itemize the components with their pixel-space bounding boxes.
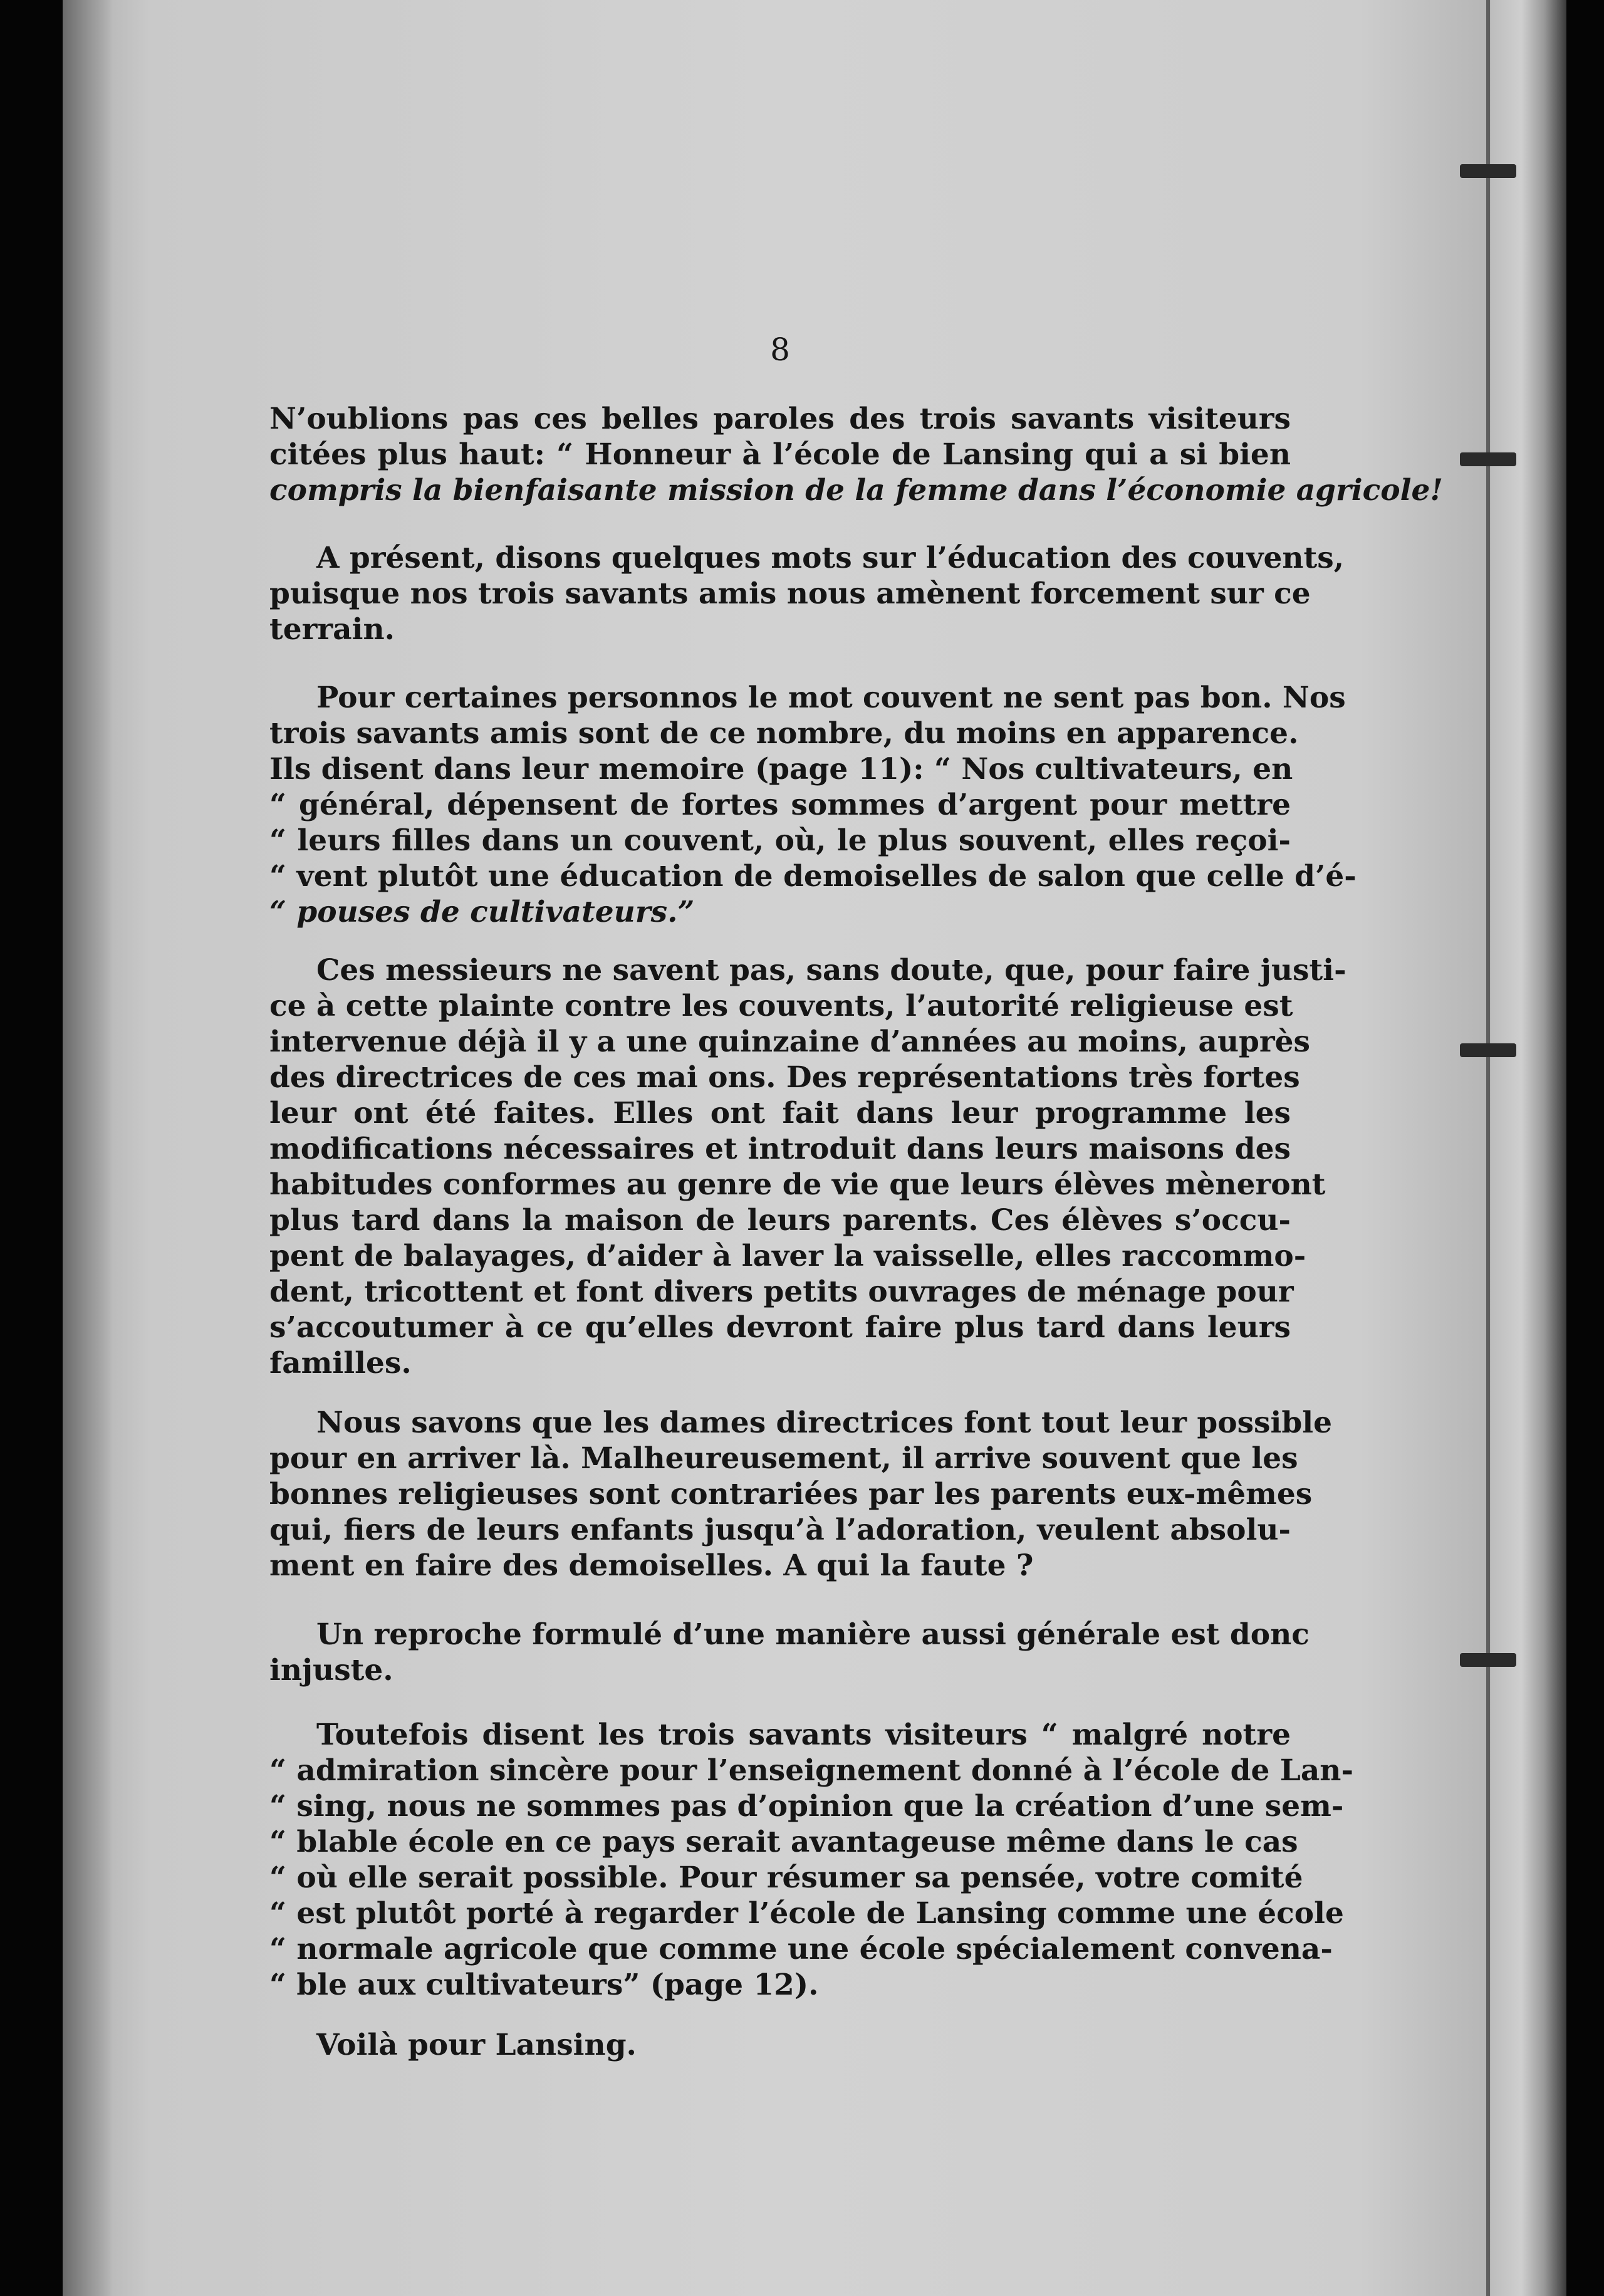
text-line: Pour certaines personnos le mot couvent ne sent pas bon. Nos bbox=[316, 681, 1346, 715]
text-line: A présent, disons quelques mots sur l’éducation des couvents, bbox=[316, 541, 1345, 575]
paragraph bbox=[269, 2027, 1291, 2063]
text-line: “ admiration sincère pour l’enseignement donné à l’école de Lan- bbox=[269, 1753, 1353, 1788]
text-line: habitudes conformes au genre de vie que leurs élèves mèneront bbox=[269, 1167, 1326, 1202]
text-line: intervenue déjà il y a une quinzaine d’années au moins, auprès bbox=[269, 1025, 1311, 1059]
text-line: “ où elle serait possible. Pour résumer sa pensée, votre comité bbox=[269, 1860, 1303, 1895]
text-line: “ sing, nous ne sommes pas d’opinion que la création d’une sem- bbox=[269, 1789, 1344, 1824]
page-number: 8 bbox=[770, 331, 790, 368]
paragraph bbox=[269, 1717, 1353, 2003]
text-line: injuste. bbox=[269, 1653, 393, 1688]
text-line: “ est plutôt porté à regarder l’école de Lansing comme une école bbox=[269, 1896, 1344, 1931]
text-line: Nous savons que les dames directrices font tout leur possible bbox=[316, 1406, 1332, 1440]
text-line: citées plus haut: “ Honneur à l’école de Lansing qui a si bien bbox=[269, 437, 1291, 472]
text-line: trois savants amis sont de ce nombre, du moins en apparence. bbox=[269, 716, 1299, 751]
text-line: plus tard dans la maison de leurs parents. Ces élèves s’occu- bbox=[269, 1203, 1291, 1238]
text-line: Toutefois disent les trois savants visiteurs “ malgré notre bbox=[316, 1718, 1291, 1752]
paragraph bbox=[269, 540, 1345, 647]
text-line: “ pouses de cultivateurs.” bbox=[269, 895, 695, 929]
text-line: N’oublions pas ces belles paroles des trois savants visiteurs bbox=[269, 402, 1291, 436]
text-line: “ blable école en ce pays serait avantageuse même dans le cas bbox=[269, 1825, 1298, 1859]
text-line: Ces messieurs ne savent pas, sans doute, que, pour faire justi- bbox=[316, 953, 1346, 988]
paragraph bbox=[269, 1405, 1332, 1584]
text-line: “ normale agricole que comme une école spécialement convena- bbox=[269, 1932, 1333, 1966]
paragraph bbox=[269, 952, 1346, 1381]
text-line: modifications nécessaires et introduit dans leurs maisons des bbox=[269, 1132, 1291, 1166]
text-line: “ général, dépensent de fortes sommes d’argent pour mettre bbox=[269, 788, 1291, 822]
text-line: Un reproche formulé d’une manière aussi générale est donc bbox=[316, 1617, 1310, 1652]
text-line: puisque nos trois savants amis nous amènent forcement sur ce bbox=[269, 577, 1311, 611]
text-line: “ vent plutôt une éducation de demoiselles de salon que celle d’é- bbox=[269, 859, 1357, 894]
text-line: pent de balayages, d’aider à laver la vaisselle, elles raccommo- bbox=[269, 1239, 1306, 1273]
paragraph bbox=[269, 401, 1444, 508]
text-line: qui, fiers de leurs enfants jusqu’à l’adoration, veulent absolu- bbox=[269, 1513, 1291, 1547]
paragraph bbox=[269, 680, 1357, 930]
text-line: leur ont été faites. Elles ont fait dans leur programme les bbox=[269, 1096, 1291, 1130]
binding-tab bbox=[1460, 452, 1516, 466]
text-line: compris la bienfaisante mission de la femme dans l’économie agricole! bbox=[269, 473, 1444, 508]
text-line: Ils disent dans leur memoire (page 11): “ Nos cultivateurs, en bbox=[269, 752, 1293, 786]
text-line: “ leurs filles dans un couvent, où, le plus souvent, elles reçoi- bbox=[269, 823, 1291, 858]
paragraph bbox=[269, 1617, 1310, 1688]
text-line: dent, tricottent et font divers petits ouvrages de ménage pour bbox=[269, 1275, 1294, 1309]
text-line: “ ble aux cultivateurs” (page 12). bbox=[269, 1968, 819, 2002]
text-line: familles. bbox=[269, 1346, 412, 1380]
text-line: s’accoutumer à ce qu’elles devront faire plus tard dans leurs bbox=[269, 1310, 1291, 1345]
text-line: bonnes religieuses sont contrariées par les parents eux-mêmes bbox=[269, 1477, 1313, 1511]
fold-line bbox=[1486, 0, 1490, 2296]
adjacent-page-strip bbox=[1491, 0, 1566, 2296]
binding-tab bbox=[1460, 164, 1516, 178]
binding-tab bbox=[1460, 1653, 1516, 1667]
binding-tab bbox=[1460, 1043, 1516, 1057]
page-left-edge bbox=[63, 0, 113, 2296]
text-line: ce à cette plainte contre les couvents, l’autorité religieuse est bbox=[269, 989, 1293, 1023]
text-line: ment en faire des demoiselles. A qui la faute ? bbox=[269, 1548, 1034, 1583]
text-line: des directrices de ces mai ons. Des représentations très fortes bbox=[269, 1060, 1300, 1095]
text-line: terrain. bbox=[269, 612, 395, 647]
text-line: Voilà pour Lansing. bbox=[316, 2028, 637, 2062]
text-line: pour en arriver là. Malheureusement, il arrive souvent que les bbox=[269, 1441, 1298, 1476]
